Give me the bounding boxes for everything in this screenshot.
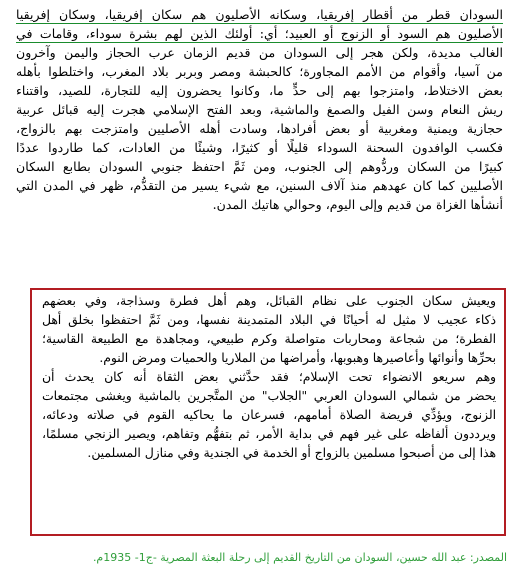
text-line: حجازية ويمنية ومغربية أو بعض أفرادها، وسادت أهله الأصليين وامتزجت بهم بالزواج، (16, 121, 503, 136)
text-line (16, 24, 503, 43)
text-line: الأصليين كما كان عهدهم منذ آلاف السنين، مع شيء يسير من التقدُّم، ظهر في المدن التي (16, 178, 503, 193)
text-line: فكسب الوافدون السحنة السوداء قليلًا أو كثيرًا، وشيئًا من العادات، كما طاردوا عددًا (16, 140, 503, 155)
text-line: الفطرة؛ من شجاعة ومحاربات متواصلة وكرم طبيعي، ومجاهدة مع الطبيعة القاسية؛ (42, 332, 496, 346)
text-line: وهم سريعو الانضواء تحت الإسلام؛ فقد حدَّثني بعض الثقاة أنه كان يحدث أن (42, 370, 496, 384)
highlighted-text: السودان قطر من أقطار إفريقيا، وسكانه الأصليون هم سكان إفريقيا، وسكان إفريقيا (16, 7, 503, 24)
text-line: بحرِّها وأنوائها وأعاصيرها وهبوبها، وأمراضها من الملاريا والحميات ومرض النوم. (99, 351, 496, 365)
intro-paragraph (16, 5, 503, 214)
text-line: ويرددون ألفاظه على غير فهم في بداية الأمر، ثم بتفهُّم وتفاهم، ويصير الزنجي مسلمًا، (42, 427, 496, 441)
text-line: من آسيا، وأقوام من الأمم المجاورة؛ كالحبشة ومصر وبربر بلاد المغرب، واختلطوا بأهله (16, 64, 503, 79)
text-line: ذكاء عجيب لا مثيل له أحيانًا في البلاد المتمدينة نفسها، ومن ثَمَّ احتفظوا بخلق أهل (42, 313, 496, 327)
text-line: الغالب مديدة، ولكن هجر إلى السودان من قديم الزمان عرب الحجاز واليمن وآخرون (16, 45, 503, 60)
text-line: هذا إلى من أصبحوا مسلمين بالزواج أو الخدمة في الجندية وفي منازل المسلمين. (87, 446, 496, 460)
text-line (16, 5, 503, 24)
text-line: بعض الاختلاط، وامتزجوا بهم إلى حدٍّ ما، وكانوا يحضرون إليه للتجارة، للصيد، واقتناء (16, 83, 503, 98)
text-line: الزنوج، ويؤدِّي فريضة الصلاة أمامهم، فسرعان ما يحاكيه القوم في صلاته ودعائه، (42, 408, 496, 422)
text-line: كبيرًا من السكان وردُّوهم إلى الجنوب، ومن ثَمَّ احتفظ جنوبي السودان بطابع السكان (16, 159, 503, 174)
source-caption: المصدر: عبد الله حسين، السودان من التاريخ القديم إلى رحلة البعثة المصرية -ج1- 1935م. (92, 551, 507, 564)
text-line: يحضر من شمالي السودان العربي "الجلاب" من المتَّجرين بالماشية ويغشى مجتمعات (42, 389, 496, 403)
boxed-paragraph (42, 292, 496, 463)
text-line: ريش النعام وسن الفيل والصمغ والماشية، وبعد الفتح الإسلامي هجرت إليه قبائل عربية (16, 102, 503, 117)
text-line: أنشأها الغزاة من قديم وإلى اليوم، وحوالي هاتيك المدن. (212, 197, 503, 212)
highlighted-text: الأصليون هم السود أو الزنوج أو العبيد؛ أي: أولئك الذين لهم بشرة سوداء، وقامات في (16, 26, 503, 43)
text-line: ويعيش سكان الجنوب على نظام القبائل، وهم أهل فطرة وسذاجة، وفي بعضهم (42, 294, 496, 308)
